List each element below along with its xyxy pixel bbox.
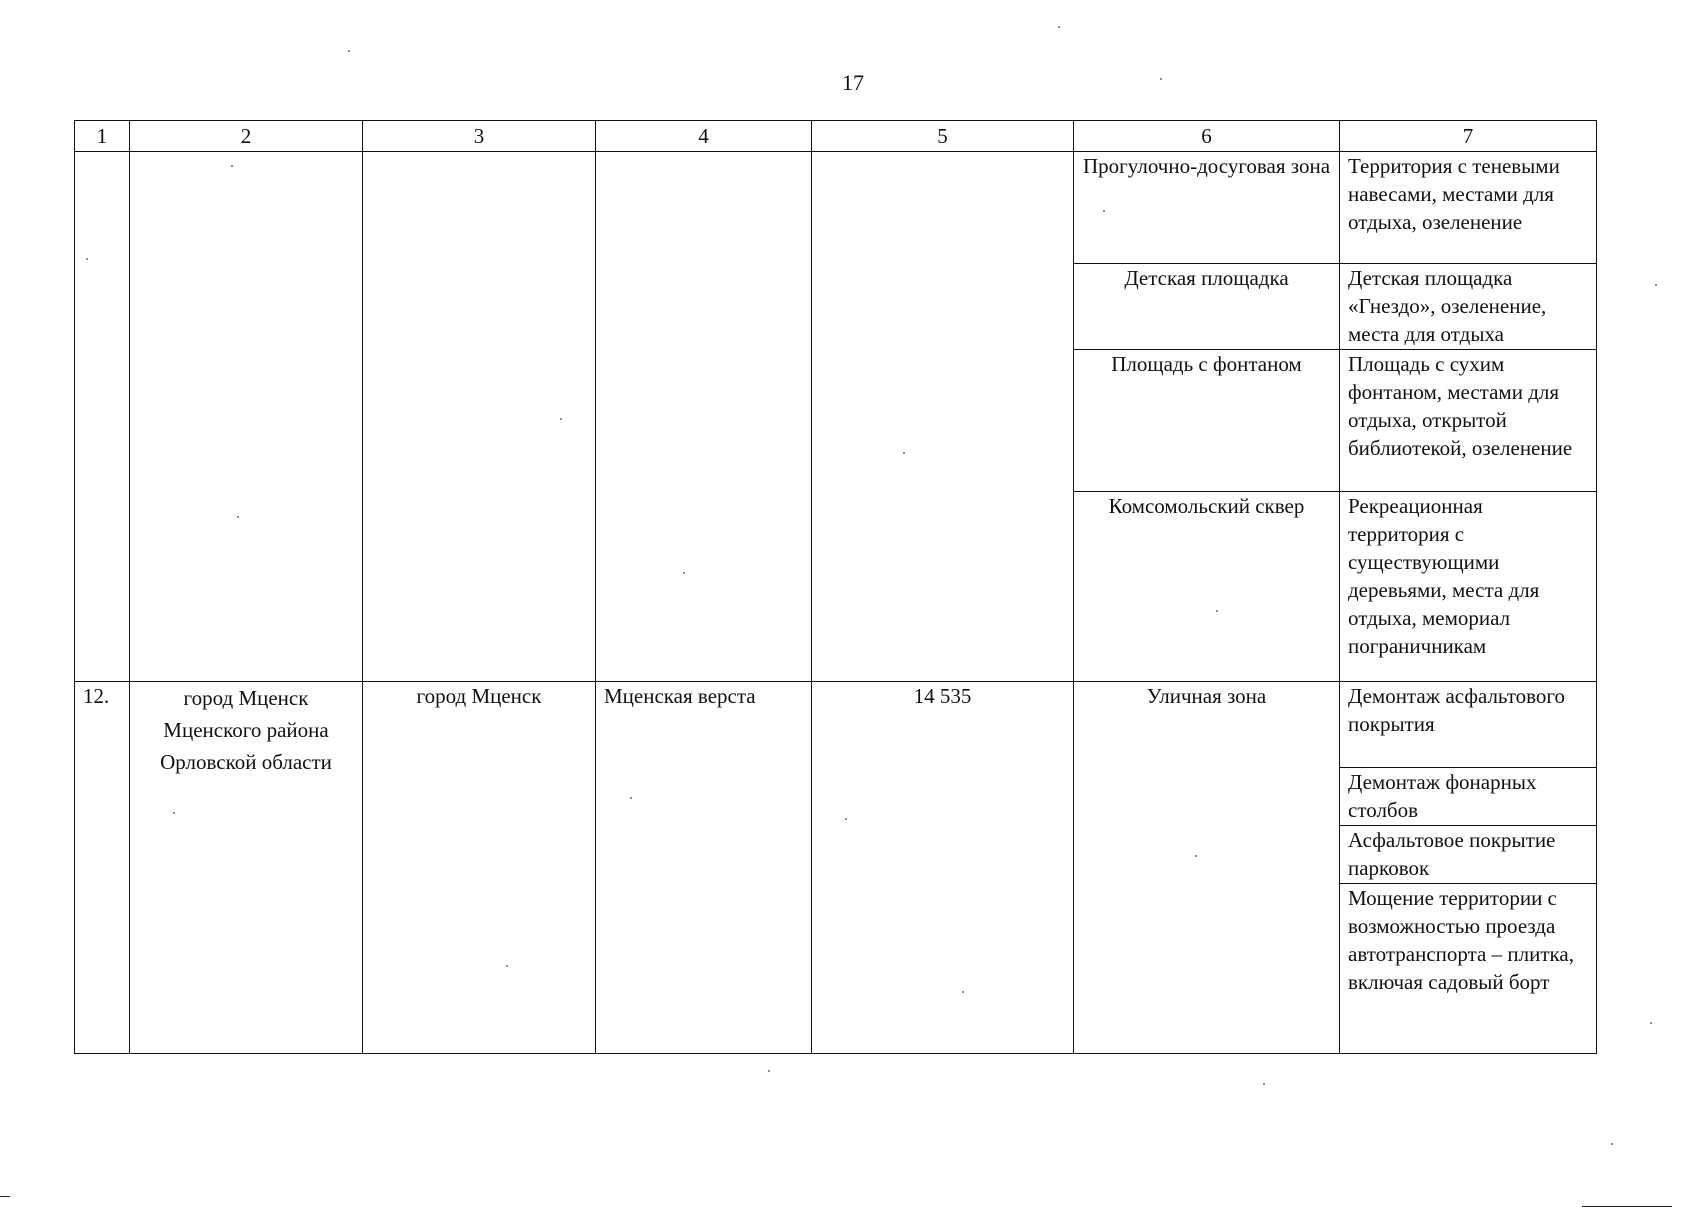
empty-cell <box>75 152 130 682</box>
zone-cell: Прогулочно-досуговая зона <box>1074 152 1340 264</box>
settlement-cell: город Мценск <box>363 682 596 1054</box>
scan-speck <box>1650 1022 1652 1024</box>
population-cell: 14 535 <box>812 682 1074 1054</box>
scan-mark <box>0 1196 10 1197</box>
scan-speck <box>237 516 239 518</box>
scan-speck <box>231 165 233 167</box>
column-header: 2 <box>130 121 363 152</box>
header-row <box>75 121 1597 152</box>
table-row <box>75 682 1597 768</box>
scan-speck <box>630 797 632 799</box>
empty-cell <box>363 152 596 682</box>
scan-speck <box>1263 1083 1265 1085</box>
column-header: 3 <box>363 121 596 152</box>
empty-cell <box>596 152 812 682</box>
row-number-cell: 12. <box>75 682 130 1054</box>
scan-speck <box>683 572 685 574</box>
work-cell: Асфальтовое покрытие парковок <box>1340 826 1597 884</box>
description-cell: Рекреационная территория с существующими деревьями, места для отдыха, мемориал пограничникам <box>1340 492 1597 682</box>
scan-speck <box>962 991 964 993</box>
scan-speck <box>86 258 88 260</box>
scan-speck <box>845 818 847 820</box>
scan-speck <box>1655 284 1657 286</box>
scan-speck <box>173 812 175 814</box>
scan-speck <box>1058 26 1060 28</box>
work-cell: Мощение территории с возможностью проезда автотранспорта – плитка, включая садовый борт <box>1340 884 1597 1054</box>
scan-speck <box>903 452 905 454</box>
column-header: 5 <box>812 121 1074 152</box>
work-cell: Демонтаж фонарных столбов <box>1340 768 1597 826</box>
zone-cell: Детская площадка <box>1074 264 1340 350</box>
zone-cell: Уличная зона <box>1074 682 1340 1054</box>
scan-speck <box>506 965 508 967</box>
page-number: 17 <box>842 70 864 95</box>
works-table <box>74 120 1597 1054</box>
scan-speck <box>1195 855 1197 857</box>
scan-speck <box>348 50 350 52</box>
column-header: 7 <box>1340 121 1597 152</box>
column-header: 4 <box>596 121 812 152</box>
scan-speck <box>1216 610 1218 612</box>
municipality-cell: город Мценск Мценского района Орловской области <box>130 682 363 1054</box>
description-cell: Территория с теневыми навесами, местами для отдыха, озеленение <box>1340 152 1597 264</box>
scan-speck <box>1611 1143 1613 1145</box>
scan-speck <box>1103 210 1105 212</box>
empty-cell <box>130 152 363 682</box>
column-header: 6 <box>1074 121 1340 152</box>
table-row <box>75 152 1597 264</box>
description-cell: Площадь с сухим фонтаном, местами для отдыха, открытой библиотекой, озеленение <box>1340 350 1597 492</box>
description-cell: Детская площадка «Гнездо», озеленение, места для отдыха <box>1340 264 1597 350</box>
object-name-cell: Мценская верста <box>596 682 812 1054</box>
scan-speck <box>1160 78 1162 80</box>
column-header: 1 <box>75 121 130 152</box>
zone-cell: Комсомольский сквер <box>1074 492 1340 682</box>
work-cell: Демонтаж асфальтового покрытия <box>1340 682 1597 768</box>
scan-speck <box>560 418 562 420</box>
empty-cell <box>812 152 1074 682</box>
scan-speck <box>768 1070 770 1072</box>
zone-cell: Площадь с фонтаном <box>1074 350 1340 492</box>
